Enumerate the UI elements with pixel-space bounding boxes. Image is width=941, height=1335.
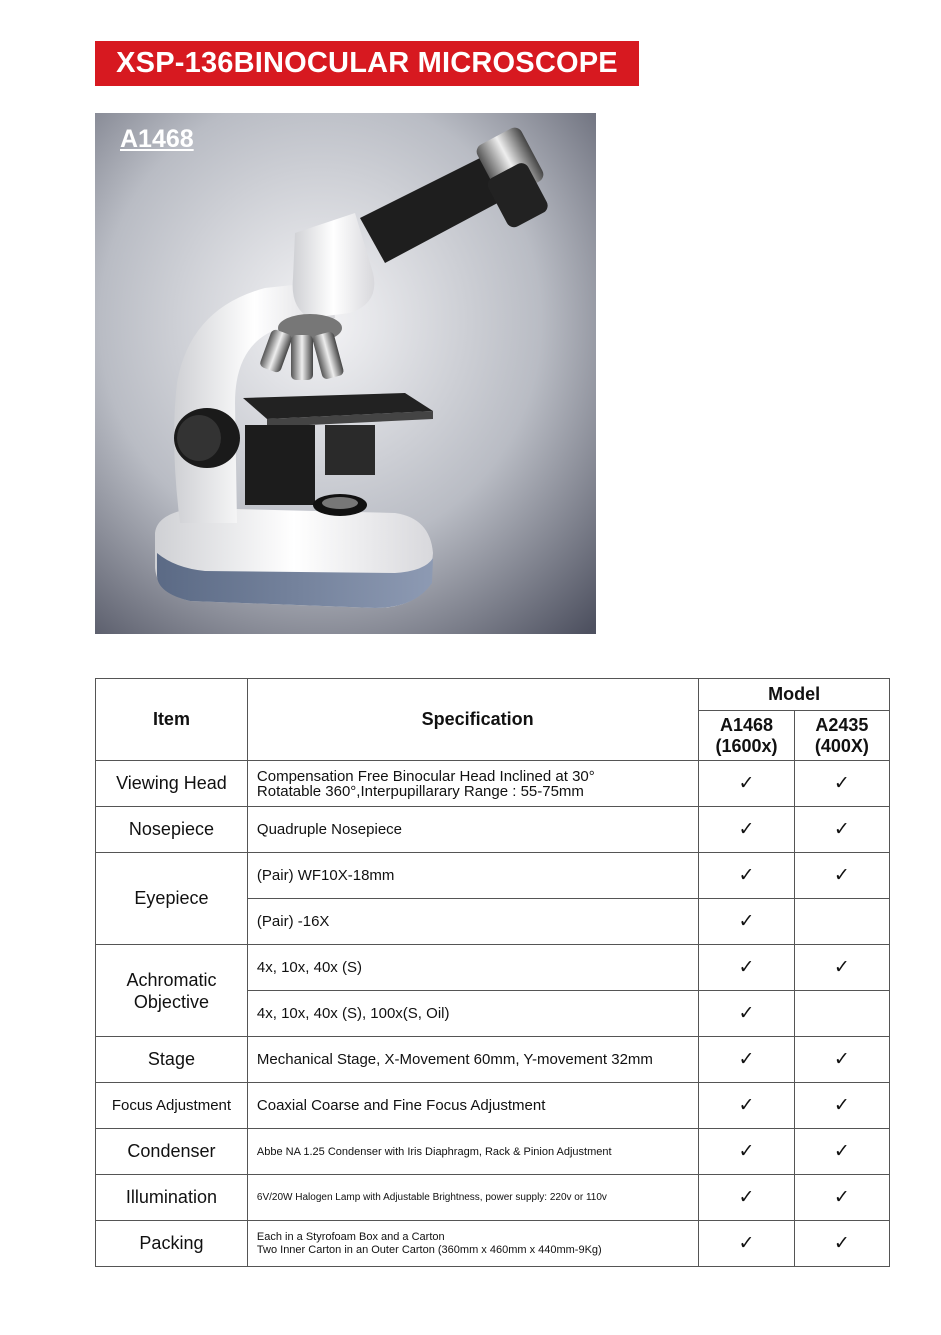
check-mark-a: ✓ — [699, 899, 794, 945]
header-model-b-mag: (400X) — [814, 735, 869, 756]
row-item-label: Eyepiece — [96, 853, 248, 945]
check-mark-a: ✓ — [699, 1037, 794, 1083]
header-model-a-name: A1468 — [719, 714, 774, 735]
check-mark-a: ✓ — [699, 807, 794, 853]
row-spec: (Pair) -16X — [247, 899, 698, 945]
row-item-label: Packing — [96, 1221, 248, 1267]
table-row-viewing-head — [96, 761, 890, 807]
check-mark-b: ✓ — [794, 1175, 889, 1221]
header-model: Model — [699, 679, 890, 711]
row-item-label: Nosepiece — [96, 807, 248, 853]
header-model-b-name: A2435 — [815, 714, 869, 735]
photo-model-label: A1468 — [120, 125, 194, 153]
row-item-label: Focus Adjustment — [96, 1083, 248, 1129]
empty-cell — [794, 899, 889, 945]
check-mark-b: ✓ — [794, 1083, 889, 1129]
check-mark-a: ✓ — [699, 991, 794, 1037]
row-spec-line: Two Inner Carton in an Outer Carton (360mm x 460mm x 440mm-9Kg) — [256, 1243, 602, 1256]
row-spec: 4x, 10x, 40x (S), 100x(S, Oil) — [247, 991, 698, 1037]
row-spec-line: Rotatable 360°,Interpupillarary Range : 55-75mm — [256, 782, 584, 800]
header-item: Item — [96, 679, 248, 761]
check-mark-b: ✓ — [794, 945, 889, 991]
row-item-label — [96, 945, 248, 1037]
table-row-focus — [96, 1083, 890, 1129]
page-title: XSP-136BINOCULAR MICROSCOPE — [116, 47, 618, 79]
row-item-line: Achromatic — [126, 969, 217, 990]
row-item-label: Viewing Head — [96, 761, 248, 807]
table-row-illumination — [96, 1175, 890, 1221]
check-mark-a: ✓ — [699, 1175, 794, 1221]
table-row-eyepiece-1 — [96, 853, 890, 899]
microscope-illustration — [95, 113, 596, 634]
row-item-label: Condenser — [96, 1129, 248, 1175]
check-mark-b: ✓ — [794, 1037, 889, 1083]
table-row-packing — [96, 1221, 890, 1267]
specification-table — [95, 678, 890, 1267]
row-item-label: Stage — [96, 1037, 248, 1083]
row-item-label: Illumination — [96, 1175, 248, 1221]
check-mark-b: ✓ — [794, 1221, 889, 1267]
check-mark-a: ✓ — [699, 853, 794, 899]
table-row-stage — [96, 1037, 890, 1083]
check-mark-b: ✓ — [794, 853, 889, 899]
row-spec: Abbe NA 1.25 Condenser with Iris Diaphragm, Rack & Pinion Adjustment — [247, 1129, 698, 1175]
check-mark-b: ✓ — [794, 761, 889, 807]
table-row-objective-1 — [96, 945, 890, 991]
title-banner — [95, 41, 639, 86]
microscope-photo — [95, 113, 596, 634]
check-mark-a: ✓ — [699, 1221, 794, 1267]
row-spec: Quadruple Nosepiece — [247, 807, 698, 853]
check-mark-a: ✓ — [699, 761, 794, 807]
empty-cell — [794, 991, 889, 1037]
row-spec-line: Each in a Styrofoam Box and a Carton — [256, 1230, 445, 1243]
row-spec — [247, 761, 698, 807]
row-spec-line: Compensation Free Binocular Head Inclined at 30° — [256, 767, 595, 785]
row-spec: (Pair) WF10X-18mm — [247, 853, 698, 899]
table-row-condenser — [96, 1129, 890, 1175]
check-mark-b: ✓ — [794, 807, 889, 853]
header-specification: Specification — [247, 679, 698, 761]
header-model-b — [794, 711, 889, 761]
row-spec — [247, 1221, 698, 1267]
header-model-a-mag: (1600x) — [715, 735, 778, 756]
row-item-line: Objective — [133, 991, 209, 1012]
row-spec: Coaxial Coarse and Fine Focus Adjustment — [247, 1083, 698, 1129]
check-mark-a: ✓ — [699, 1083, 794, 1129]
check-mark-a: ✓ — [699, 1129, 794, 1175]
table-row-nosepiece — [96, 807, 890, 853]
check-mark-b: ✓ — [794, 1129, 889, 1175]
check-mark-a: ✓ — [699, 945, 794, 991]
row-spec: 4x, 10x, 40x (S) — [247, 945, 698, 991]
row-spec: 6V/20W Halogen Lamp with Adjustable Brightness, power supply: 220v or 110v — [247, 1175, 698, 1221]
header-model-a — [699, 711, 794, 761]
table-header-row — [96, 679, 890, 711]
row-spec: Mechanical Stage, X-Movement 60mm, Y-movement 32mm — [247, 1037, 698, 1083]
